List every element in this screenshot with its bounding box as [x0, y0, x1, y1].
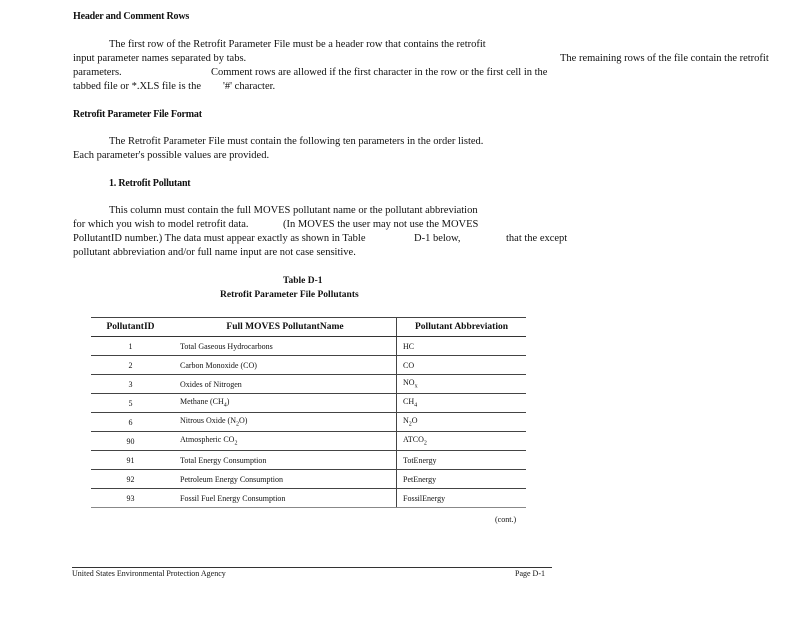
item-para-line3a: PollutantID number.) The data must appear exactly as shown in Table [73, 233, 366, 244]
item-para-line3c: that the except [506, 233, 568, 244]
cell-pollutant-name: Petroleum Energy Consumption [170, 470, 397, 489]
cell-pollutant-abbreviation: TotEnergy [397, 451, 527, 470]
header-para-line3a: parameters. [73, 67, 122, 78]
retrofit-pollutant-heading: 1. Retrofit Pollutant [109, 178, 191, 189]
cell-pollutant-name: Total Energy Consumption [170, 451, 397, 470]
cell-pollutant-abbreviation: HC [397, 337, 527, 356]
cell-pollutant-id: 93 [91, 489, 170, 508]
format-para-line2: Each parameter's possible values are provided. [73, 150, 270, 161]
cell-pollutant-abbreviation: $ATCO_2$ [397, 432, 527, 451]
cell-pollutant-abbreviation: FossilEnergy [397, 489, 527, 508]
table-row [91, 394, 526, 413]
header-para-line4a: tabbed file or *.XLS file is the [73, 81, 202, 92]
header-para-line3b: Comment rows are allowed if the first character in the row or the first cell in the [211, 67, 548, 78]
table-header-row [91, 318, 526, 337]
cell-pollutant-name: Carbon Monoxide (CO) [170, 356, 397, 375]
item-para-line4: pollutant abbreviation and/or full name input are not case sensitive. [73, 247, 356, 258]
table-row [91, 337, 526, 356]
pollutant-table [91, 317, 526, 508]
table-row [91, 489, 526, 508]
table-row [91, 375, 526, 394]
header-para-line4b: '#' character. [223, 81, 276, 92]
table-row [91, 451, 526, 470]
col-header-abbreviation: Pollutant Abbreviation [397, 318, 527, 337]
table-row [91, 356, 526, 375]
cell-pollutant-abbreviation: $N_2O$ [397, 413, 527, 432]
cell-pollutant-name: Atmospheric $CO_2$ [170, 432, 397, 451]
footer-agency: United States Environmental Protection Agency [72, 569, 226, 578]
cell-pollutant-id: 92 [91, 470, 170, 489]
cell-pollutant-name: Fossil Fuel Energy Consumption [170, 489, 397, 508]
cell-pollutant-name: Oxides of Nitrogen [170, 375, 397, 394]
cell-pollutant-abbreviation: $CH_4$ [397, 394, 527, 413]
cell-pollutant-abbreviation: CO [397, 356, 527, 375]
cell-pollutant-name: Nitrous Oxide $(N_2O)$ [170, 413, 397, 432]
table-row [91, 413, 526, 432]
cell-pollutant-id: 2 [91, 356, 170, 375]
header-para-line1: The first row of the Retrofit Parameter File must be a header row that contains the retrofit [109, 39, 486, 50]
header-para-line2: input parameter names separated by tabs. [73, 53, 247, 64]
cell-pollutant-id: 5 [91, 394, 170, 413]
col-header-pollutant-id: PollutantID [91, 318, 170, 337]
cell-pollutant-abbreviation: PetEnergy [397, 470, 527, 489]
cell-pollutant-id: 1 [91, 337, 170, 356]
format-para-line1: The Retrofit Parameter File must contain the following ten parameters in the order listed. [109, 136, 484, 147]
cell-pollutant-id: 91 [91, 451, 170, 470]
table-row [91, 470, 526, 489]
cell-pollutant-abbreviation: $NO_x$ [397, 375, 527, 394]
item-para-line2a: for which you wish to model retrofit data. [73, 219, 249, 230]
cell-pollutant-id: 6 [91, 413, 170, 432]
table-caption-title: Retrofit Parameter File Pollutants [220, 290, 359, 300]
cell-pollutant-id: 3 [91, 375, 170, 394]
table-caption-number: Table D-1 [283, 276, 323, 286]
table-continued-note: (cont.) [495, 515, 517, 524]
footer-page-number: Page D-1 [515, 569, 545, 578]
item-para-line3b: D-1 below, [414, 233, 461, 244]
cell-pollutant-name: Total Gaseous Hydrocarbons [170, 337, 397, 356]
file-format-heading: Retrofit Parameter File Format [73, 109, 202, 120]
cell-pollutant-id: 90 [91, 432, 170, 451]
cell-pollutant-name: Methane $(CH_4)$ [170, 394, 397, 413]
footer-rule [72, 567, 552, 568]
item-para-line1: This column must contain the full MOVES pollutant name or the pollutant abbreviation [109, 205, 478, 216]
item-para-line2b: (In MOVES the user may not use the MOVES [283, 219, 479, 230]
header-para-right: The remaining rows of the file contain the retrofit [560, 53, 769, 64]
col-header-full-name: Full MOVES PollutantName [170, 318, 397, 337]
table-row [91, 432, 526, 451]
header-comment-rows-heading: Header and Comment Rows [73, 11, 190, 22]
